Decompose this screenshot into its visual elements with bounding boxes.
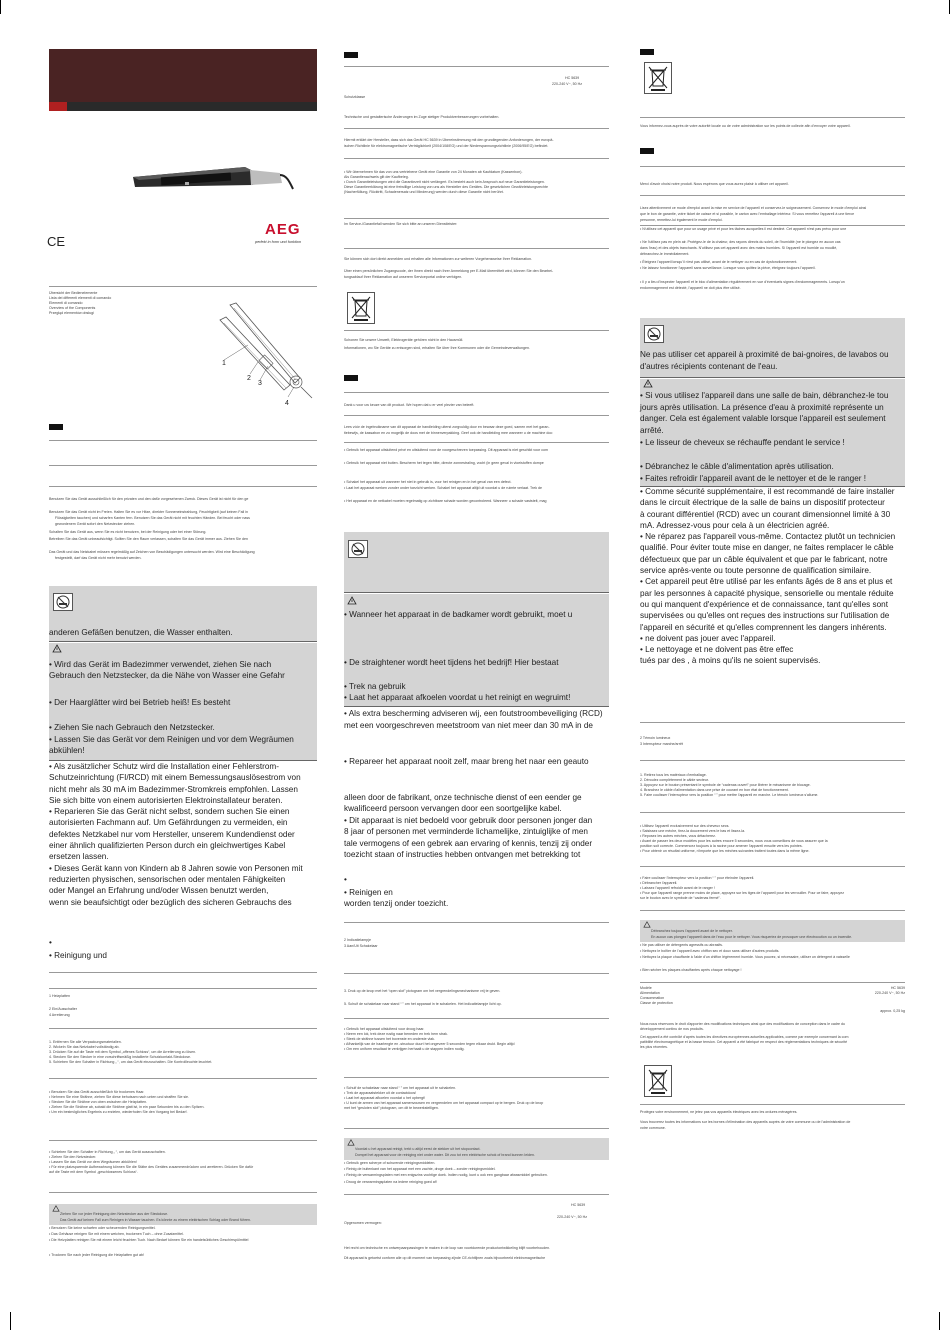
- banner-accent: [49, 102, 317, 111]
- intro-bullet: gewordenem Gerät sofort den Netzstecker ziehen.: [55, 522, 136, 526]
- spec-label: Modèle: [640, 986, 652, 990]
- env-line: Schonen Sie unsere Umwelt, Elektrogeräte gehören nicht in den Hausmüll.: [344, 338, 464, 342]
- fr-usage-item: • Saisissez une mèche, tirez-la doucement vers le bas et lissez-la.: [640, 829, 746, 833]
- nl-safety-line: • Dit apparaat is niet bedoeld voor gebruik door personen jonger dan: [344, 816, 593, 825]
- overview-line: Overview of the Components: [49, 306, 96, 310]
- nl-off-item: • Schuif de schakelaar naar stand “ ” om het apparaat uit te schakelen.: [344, 1086, 457, 1090]
- fr-end-line: patibilité électromagnétique et la basse tension. Cet appareil a été fabriqué en respect des réglementations techniques de sécurité: [640, 1040, 848, 1044]
- no-bath-icon: [644, 325, 664, 343]
- nl-part: 3 Aan/Uit Schakelaar: [344, 944, 378, 948]
- fr-safety-line: tués par des , à moins qu'ils ne soient supervisés.: [640, 656, 821, 666]
- warning-triangle-icon: [643, 379, 653, 388]
- spec-table: [640, 986, 905, 1014]
- fr-usage-item: position soit correcte. Commencez toujours à la racine pour amener l'appareil ensuite vers les pointes.: [640, 844, 803, 848]
- divider: [344, 330, 609, 331]
- fr-safety-line: l'appareil en sécurité et qu'elles comprennent les dangers inhérents.: [640, 622, 887, 632]
- fr-steps: [640, 773, 818, 798]
- warning-triangle-icon: [52, 644, 62, 653]
- intro-bullet: Benutzen Sie das Gerät nicht im Freien. Halten Sie es vor Hitze, direkter Sonneneinstrahlung, Feuchtigkeit (auf keinen Fall in: [49, 510, 248, 514]
- divider: [344, 392, 609, 393]
- fr-end-line: Nous nous réservons le droit d'apporter des modifications techniques ainsi que des modifications de conception dans le cadre du: [640, 1022, 846, 1026]
- divider: [344, 1194, 609, 1195]
- warning-triangle-icon: [347, 1139, 355, 1146]
- warning-line: • Ziehen Sie nach Gebrauch den Netzstecker.: [49, 723, 215, 732]
- divider: [344, 442, 609, 443]
- contact-line: Über einen persönlichen Zugangscode, der Ihnen direkt nach Ihrer Anmeldung per E-Mail übermittelt wird, können Sie den Bearbei-: [344, 269, 554, 273]
- fr-intro: personne, remettez-lui également le mode d'emploi.: [640, 218, 723, 222]
- off-step: • Schieben Sie den Schalter in Richtung „ “, um das Gerät auszuschalten.: [49, 1150, 166, 1154]
- divider: [344, 1128, 609, 1129]
- nl-thanks: Dank u voor uw keuze van dit product. We hopen dat u er veel plezier van beleeft.: [344, 403, 475, 407]
- fr-step: 3. Appuyez sur le bouton présentant le symbole de “cadenas ouvert” pour libérer le mécanisme de blocage.: [640, 783, 811, 787]
- fr-safety-line: supervisées ou qu'elles ont reçues des instructions sur l'utilisation de: [640, 611, 890, 621]
- nl-intro: tiebewijs, de kassabon en zo mogelijk de doos met de binnenverpakking. Geef ook de handleiding mee wanneer u de machine doo: [344, 431, 553, 435]
- changes-note: Technische und gestalterische Änderungen im Zuge stetiger Produktverbesserungen vorbehalten.: [344, 115, 500, 119]
- nl-warning-box: [344, 532, 609, 592]
- intro-bullet: Benutzen Sie das Gerät ausschließlich für den privaten und den dafür vorgesehenen Zweck. Dieses Gerät ist nicht für den ge: [49, 497, 249, 501]
- setup-steps: [49, 1040, 212, 1065]
- nl-usage-item: • Steek de strähne tussen het bovenste en onderste vlak.: [344, 1037, 435, 1041]
- intro-bullet: festgestellt, darf das Gerät nicht mehr benutzt werden.: [55, 556, 142, 560]
- fr-safety-line: par les personnes à capacité physique, sensorielle ou mentale réduite: [640, 588, 894, 598]
- cleaning-item: • Benutzen Sie keine scharfen oder scheuernden Reinigungsmittel.: [49, 1226, 156, 1230]
- warning-line: anderen Gefäßen benutzen, die Wasser enthalten.: [49, 628, 233, 637]
- fr-thanks: Merci d'avoir choisi notre produit. Nous espérons que vous aurez plaisir à utiliser cet appareil.: [640, 182, 789, 186]
- part-label: 2 Ein/Ausschalter: [49, 1007, 77, 1011]
- divider: [344, 415, 609, 416]
- callout-1: 1: [222, 360, 226, 367]
- divider: [49, 486, 317, 487]
- fr-bullet: • N'utilisez cet appareil que pour un usage privé et pour les tâches auxquelles il est destiné. Cet appareil n'est pas prévu pour une: [640, 227, 847, 231]
- nl-clean-warning: Voordat u het apparaat reinigt, trekt u altijd eerst de stekker uit het stopcontact.: [355, 1147, 481, 1151]
- divider: [49, 1192, 317, 1193]
- nl-usage: [344, 1027, 514, 1052]
- nl-clean-item: • Droog de verwarmingsplaten na iedere reiniging goed af!: [344, 1180, 437, 1184]
- nl-warning-line: • Wanneer het apparaat in de badkamer wordt gebruikt, moet u: [344, 610, 573, 619]
- fr-usage-item: • Avant de passer les deux modèles pour les autres encore 5 secondes, nous vous conseillons de vous assurer que la: [640, 839, 828, 843]
- nl-bullet: • Het apparaat en de netkabel moeten regelmatig op zichtbare schade worden gecontroleerd. Wanneer u schade vaststelt, mag: [344, 499, 547, 503]
- safety-line: wenn sie beaufsichtigt oder bezüglich des sicheren Gebrauchs des: [49, 897, 292, 907]
- safety-line: reduzierten physischen, sensorischen oder mentalen Fähigkeiten: [49, 874, 286, 884]
- divider: [640, 910, 905, 911]
- fr-safety-line: • Ne réparez pas l'appareil vous-même. Contactez plutôt un technicien: [640, 532, 896, 542]
- divider: [49, 1078, 317, 1079]
- safety-line: autorisierten Fachmann auf. Um Gefährdungen zu vermeiden, ein: [49, 818, 288, 828]
- fr-bullet: endommagement est détecté, l'appareil ne doit plus être utilisé.: [640, 286, 741, 290]
- no-bath-icon: [348, 540, 368, 558]
- fr-step: 2. Déroulez complètement le câble secteur.: [640, 778, 709, 782]
- divider: [49, 1028, 317, 1029]
- fr-safety: [640, 486, 895, 667]
- fr-step: 4. Branchez le câble d'alimentation dans une prise de courant en bon état de fonctionnement.: [640, 788, 789, 792]
- usage-list: [49, 1090, 205, 1115]
- model-number: HC 5639: [565, 76, 580, 80]
- nl-usage-item: • Om een uniform resultaat te verkrijgen herhaalt u de stappen indien nodig.: [344, 1047, 465, 1051]
- nl-power: Opgenomen vermogen:: [344, 1221, 382, 1225]
- callout-3: 3: [258, 380, 262, 387]
- fr-usage-item: • Reposez les autres mèches, vous détacherez.: [640, 834, 716, 838]
- banner-red-tab: [49, 102, 67, 111]
- nl-off-item: • U kunt de armen van het apparaat samenvouwen en vergrendelen om het apparaat compact op te bergen. Druk op de knop: [344, 1101, 544, 1105]
- nl-safety-line: •: [344, 875, 347, 884]
- nl-clean-warning: Dompel het apparaat voor de reiniging niet onder water. Dit zou tot een elektrische schok of brand kunnen leiden.: [355, 1153, 535, 1157]
- divider: [344, 922, 609, 923]
- divider: [640, 982, 905, 983]
- safety-text: [49, 761, 303, 908]
- fr-safety-line: • Comme sécurité supplémentaire, il est recommandé de faire installer: [640, 487, 895, 496]
- intro-bullet: Schalten Sie das Gerät aus, wenn Sie es nicht benutzen, bei der Reinigung oder bei einer Störung.: [49, 530, 207, 534]
- fr-bullet: • Ne laissez fonctionner l'appareil sans surveillance. Lorsque vous quittez la pièce, éteignez toujours l'appareil.: [640, 266, 816, 270]
- nl-usage-item: • Afhankelijk van de haarlengte en -structuur duurt het ongeveer 5 seconden tegen elkaar drukt. Begin altijd: [344, 1042, 515, 1046]
- step: 1. Entfernen Sie alle Verpackungsmaterialien.: [49, 1040, 122, 1044]
- fr-safety-line: qualifié. Pour éviter toute mise en danger, ne faites remplacer le câble: [640, 543, 894, 553]
- warning-triangle-icon: [347, 596, 357, 605]
- fr-part: 2 Témoin lumineux: [640, 736, 671, 740]
- weee-bin-icon: [644, 1065, 672, 1097]
- divider: [640, 166, 905, 167]
- nl-clean-item: • Reinig de buitenkant van het apparaat met een zachte, droge doek – zonder reinigingsmiddel.: [344, 1167, 496, 1171]
- spec-value: HC 5639: [890, 986, 905, 990]
- fr-bullet: • Éteignez l'appareil lorsqu'il n'est pas utilisé, avant de le nettoyer ou en cas de dysfonctionnement.: [640, 260, 798, 264]
- fr-bullet: débranchez-le immédiatement.: [640, 252, 690, 256]
- fr-end-line: les plus récentes.: [640, 1045, 668, 1049]
- product-image: [125, 155, 295, 200]
- fr-warning-line: • Le lisseur de cheveux se réchauffe pendant le service !: [640, 438, 845, 447]
- fr-intro: que le bon de garantie, votre ticket de caisse et si possible, le carton avec l'emballage intérieur. Si vous remettez l'appareil à une tierce: [640, 212, 855, 216]
- safety-line: oder Mangel an Erfahrung und/oder Wissen benutzt werden,: [49, 886, 269, 896]
- divider: [640, 225, 905, 226]
- warning-line: • Lassen Sie das Gerät vor dem Reinigen und vor dem Wegräumen: [49, 735, 294, 744]
- section-marker: [344, 52, 358, 58]
- nl-safety-line: • Repareer het apparaat nooit zelf, maar breng het naar een geauto: [344, 757, 589, 766]
- fr-safety-line: mA. Adressez-vous pour cela à un électricien agréé.: [640, 520, 830, 530]
- weee-bin-icon: [347, 292, 375, 324]
- contact-line: tungsablauf Ihrer Reklamation auf unserem Serviceportal online verfolgen.: [344, 275, 463, 279]
- fr-end-line: Cet appareil a été contrôlé d'après toutes les directives européennes actuelles applicables, comme par exemple concernant la com: [640, 1035, 849, 1039]
- fr-bullet: • Ne l'utilisez pas en plein air. Protégez-le de la chaleur, des rayons directs du soleil, de l'humidité (ne le plongez en aucun cas: [640, 240, 841, 244]
- callout-2: 2: [247, 375, 251, 382]
- section-marker: [49, 424, 63, 430]
- warranty-line: Als Garantienachweis gilt der Kaufbeleg.: [344, 175, 409, 179]
- fr-warning-line: arrêté.: [640, 426, 664, 435]
- off-step: • Lassen Sie das Gerät vor dem Wegräumen abkühlen!: [49, 1160, 137, 1164]
- nl-safety-line: toezicht staan of instructies hebben ontvangen met betrekking tot: [344, 850, 581, 859]
- divider: [640, 117, 905, 118]
- divider: [344, 158, 609, 159]
- crop-mark: [939, 1312, 940, 1330]
- fr-warning-line: danger. Cela est également valable lorsque l'appareil est seulement: [640, 414, 886, 423]
- nl-off-item: • Trek de apparaatstekker uit de contactdoos!: [344, 1091, 417, 1095]
- nl-bullet: • Gebruik het apparaat niet buiten. Bescherm het tegen hitte, directe zonnestraling, vocht (in geen geval in vloeistoffen dompe: [344, 461, 544, 465]
- warning-line: Gebrauch den Netzstecker, da die Nähe von Wasser eine Gefahr: [49, 671, 285, 680]
- fr-warning-line: • Faites refroidir l'appareil avant de le nettoyer et de le ranger !: [640, 474, 867, 483]
- nl-intro: Lees vóór de ingebruikname van dit apparaat de handleiding uiterst zorgvuldig door en bewaar deze goed, samen met het garan-: [344, 425, 550, 429]
- fr-usage-item: • Pour obtenir un résultat uniforme, n'importe que les mèches suivantes traitent toutes dans la même ligne.: [640, 849, 810, 853]
- warranty: [344, 170, 548, 195]
- fr-warning-line: jours après utilisation. La présence d'eau à proximité représente un: [640, 403, 884, 412]
- intro-bullet: Betreiben Sie das Gerät unbeaufsichtigt. Sollten Sie den Raum verlassen, schalten Sie das Gerät immer aus. Ziehen Sie den: [49, 537, 248, 541]
- section-marker: [344, 375, 358, 381]
- nl-safety-line: • Als extra bescherming adviseren wij, een foutstroombeveiliging (RCD): [344, 709, 603, 718]
- safety-line: Schutzeinrichtung (FI/RCD) mit einem Bemessungsauslösestrom von: [49, 773, 301, 783]
- safety-line: defektes Netzkabel nur vom Hersteller, unserem Kundendienst oder: [49, 829, 295, 839]
- warning-line: abkühlen!: [49, 746, 85, 755]
- nl-safety-line: • Reinigen en: [344, 888, 393, 897]
- fr-off-item: sur le bouton avec le symbole de “cadenas fermé”.: [640, 896, 721, 900]
- step: 5. Schieben Sie den Schalter in Richtung „ “, um das Gerät einzuschalten. Die Kontrollleuchte leuchtet.: [49, 1060, 213, 1064]
- safety-line: Sie sich bitte von einem autorisierten Elektroinstallateur beraten.: [49, 795, 283, 805]
- fr-off-item: • Pour que l'appareil range prenne moins de place, appuyez sur les tiges de l'appareil pour les verrouiller. Pour ce faire, appuyez: [640, 891, 844, 895]
- safety-line: • Reinigung und: [49, 951, 107, 960]
- nl-voltage: 220-240 V~, 50 Hz: [557, 1215, 588, 1219]
- usage-item: • Stecken Sie die Strähne von oben zwischen die Heizplatten.: [49, 1100, 148, 1104]
- safety-line: • Als zusätzlicher Schutz wird die Installation einer Fehlerstrom-: [49, 762, 279, 771]
- fr-clean-item: • Nettoyez la plaque chauffante à l'aide d'un chiffon légèrement humide. Vous pouvez, si nécessaire, utiliser un détergent à vaisselle: [640, 955, 850, 959]
- fr-clean-warning: Débranchez toujours l'appareil avant de le nettoyer.: [651, 929, 733, 933]
- fr-end-line: développement continu de nos produits.: [640, 1027, 704, 1031]
- spec-value: approx. 0,25 kg: [880, 1009, 905, 1013]
- usage-item: • Nehmen Sie eine Strähne, ziehen Sie diese behutsam nach unten und straffen Sie sie.: [49, 1095, 190, 1099]
- safety-line: einer ähnlich qualifizierten Person durch ein gleichwertiges Kabel: [49, 841, 286, 851]
- divider: [640, 377, 905, 378]
- fr-usage: [640, 824, 828, 854]
- overview-line: Lista dei differenti elementi di comando: [49, 296, 112, 300]
- nl-clean-item: • Reinig de verwarmingsplaten met een enigszins vochtige doek. Indien nodig, kunt u ook een gangbaar afwasmiddel gebruiken.: [344, 1173, 548, 1177]
- warranty-line: (Nacherfüllung, Rücktritt, Schadenersatz und Minderung) werden durch diese Garantie nicht berührt.: [344, 190, 504, 194]
- overview-list: [49, 291, 111, 316]
- nl-step: 5. Schuif de schakelaar naar stand “ ” om het apparaat in te schakelen. Het indicatielampje licht op.: [344, 1002, 502, 1006]
- spec-label: Classe de protection: [640, 1001, 673, 1005]
- nl-safety-line: kwalificeerd persoon vervangen door een soortgelijke kabel.: [344, 804, 562, 813]
- ce-mark: CE: [47, 234, 66, 249]
- nl-off-item: • Laat het apparaat afkoelen voordat u het opbergt!: [344, 1096, 426, 1100]
- fr-warning-line: d'autres récipients contenant de l'eau.: [640, 362, 778, 371]
- fr-step: 1. Retirez tous les matériaux d'emballage.: [640, 773, 707, 777]
- nl-clean-item: • Gebruik geen scherpe of schurende reinigingsmiddelen.: [344, 1161, 436, 1165]
- aeg-logo: AEG: [265, 221, 301, 238]
- fr-off-item: • Débrancher l'appareil.: [640, 881, 678, 885]
- divider: [49, 988, 317, 989]
- brand-tagline: perfekt in form und funktion: [255, 240, 302, 244]
- divider: [640, 760, 905, 761]
- fr-safety-line: service après-vente ou toute personne de qualification similaire.: [640, 566, 872, 576]
- divider: [49, 286, 317, 287]
- fr-clean-item: • Nettoyez le boîtier de l'appareil avec chiffon sec et doux sans utiliser d'autres produits.: [640, 949, 780, 953]
- cleaning-item: • Die Heizplatten reinigen Sie mit einem leicht feuchten Tuch. Nach Bedarf können Sie ein handelsübliches Geschirrspülmittel: [49, 1238, 249, 1242]
- crop-mark: [10, 1312, 11, 1330]
- divider: [640, 195, 905, 196]
- warranty-line: • Durch Garantieleistungen wird die Garantiezeit nicht verlängert. Es besteht auch kein Anspruch auf neue Garantieleistungen.: [344, 180, 545, 184]
- nl-warning-line: • De straightener wordt heet tijdens het bedrijf! Hier bestaat: [344, 658, 559, 667]
- fr-warning-line: Ne pas utiliser cet appareil à proximité de bai-gnoires, de lavabos ou: [640, 350, 889, 359]
- warning-line: • Der Haarglätter wird bei Betrieb heiß! Es besteht: [49, 698, 231, 707]
- nl-safety-line: alleen door de fabrikant, onze technische dienst of een eender ge: [344, 793, 582, 802]
- weee-text: Vous informez-vous auprès de votre autorité locale ou de votre administration sur les points de collecte afin d'envoyer votre appareil.: [640, 124, 851, 128]
- divider: [344, 248, 609, 249]
- fr-bullet: dans l'eau) et des objets tranchants. N'utilisez pas cet appareil avec des mains humides. Si l'appareil est humide ou mouillé,: [640, 246, 838, 250]
- nl-bullet: • Schakel het apparaat uit wanneer het niet in gebruik is, voor het reinigen en in het geval van een defect.: [344, 480, 512, 484]
- nl-off-item: met het “gesloten slot” pictogram, om dit te bewerkstelligen.: [344, 1106, 439, 1110]
- nl-usage-item: • Gebruik het apparaat uitsluitend voor droog haar.: [344, 1027, 425, 1031]
- fr-warning-line: • Si vous utilisez l'appareil dans une salle de bain, débranchez-le tou: [640, 391, 889, 400]
- conformity: ischen Richtlinie für elektromagnetische Verträglichkeit (2004/108/EG) und der Niederspannungsrichtlinie (2006/95/EG) befindet.: [344, 144, 549, 148]
- usage-item: • Ziehen Sie die Strähne ab, sobald die Strähne glatt ist, in ein paar Sekunden bis zu den Spitzen.: [49, 1105, 205, 1109]
- voltage: 220-240 V~, 50 Hz: [552, 82, 583, 86]
- divider: [344, 1018, 609, 1019]
- overview-line: Übersicht der Bedienelemente: [49, 291, 98, 295]
- fr-safety-line: dans le circuit électrique de la salle de bains un dispositif protecteur: [640, 498, 885, 508]
- divider: [49, 1140, 317, 1141]
- cleaning-item: • Trocknen Sie nach jeder Reinigung die Heizplatten gut ab!: [49, 1253, 144, 1257]
- part-label: 4 Arretierung: [49, 1013, 70, 1017]
- nl-bullet: • Gebruik het apparaat uitsluitend privé en uitsluitend voor de voorgeschreven toepassing. Dit apparaat is niet geschikt voor com: [344, 448, 549, 452]
- fr-env: votre commune.: [640, 1126, 666, 1130]
- off-step: • Für eine platzsparende Aufbewahrung können Sie die Stäbe des Gerätes zusammendrücken und arretieren. Drücken Sie dafür: [49, 1165, 254, 1169]
- divider: [640, 866, 905, 867]
- warning-line: • Wird das Gerät im Badezimmer verwendet, ziehen Sie nach: [49, 660, 272, 669]
- warranty-line: Diese Garantieerklärung ist eine freiwillige Leistung von uns als Hersteller des Gerätes. Die gesetzlichen Gewährleistungsrechte: [344, 185, 548, 189]
- fr-bullet: • Il y a lieu d'inspecter l'appareil et le bloc d'alimentation régulièrement en vue d'éventuels signes d'endommagements. Lorsqu'un: [640, 280, 845, 284]
- no-bath-icon: [53, 593, 73, 611]
- step: 2. Wickeln Sie das Netzkabel vollständig ab.: [49, 1045, 120, 1049]
- fr-part: 3 Interrupteur marche/arrêt: [640, 742, 683, 746]
- column-german: [0, 0, 317, 1330]
- fr-warning-line: • Débranchez le câble d'alimentation après utilisation.: [640, 462, 834, 471]
- fr-safety-line: ou qui manquent d'expérience et de connaissance, tant qu'elles sont: [640, 599, 889, 609]
- nl-warning-line: • Trek na gebruik: [344, 682, 406, 691]
- cleaning-item: • Das Gehäuse reinigen Sie mit einem weichen, trockenen Tuch – ohne Zusatzmittel.: [49, 1232, 184, 1236]
- fr-safety-line: à courant différentiel (RCD) avec un courant dimensionnel limité à 30: [640, 509, 891, 519]
- callout-4: 4: [285, 400, 289, 407]
- fr-safety-line: défectueux que par un câble équivalent et que par le fabricant, notre: [640, 554, 888, 564]
- nl-safety-line: tale vermogens of een gebrek aan ervaring of kennis, tenzij zij onder: [344, 839, 593, 848]
- fr-step: 5. Faire coulisser l'interrupteur vers la position “ ” pour mettre l'appareil en marche. Le témoin lumineux s'allume.: [640, 793, 819, 797]
- section-marker: [640, 49, 654, 55]
- divider: [344, 128, 609, 129]
- nl-warning-line: • Laat het apparaat afkoelen voordat u het reinigt en wegruimt!: [344, 693, 571, 702]
- fr-usage-item: • Utilisez l'appareil exclusivement sur des cheveux secs.: [640, 824, 730, 828]
- fr-off-item: • Faire coulisser l'interrupteur vers la position “ ” pour éteindre l'appareil.: [640, 876, 755, 880]
- spec-value: 220-240 V~, 50 Hz: [874, 991, 905, 995]
- divider: [344, 218, 609, 219]
- divider: [344, 973, 609, 974]
- divider: [640, 722, 905, 723]
- env-line: Informationen, wo Sie Geräte zu entsorgen sind, erhalten Sie über Ihre Kommunen oder die Gemeindeverwaltungen.: [344, 346, 530, 350]
- safety-line: • Reparieren Sie das Gerät nicht selbst, sondern suchen Sie einen: [49, 807, 290, 817]
- warning-triangle-icon: [52, 1205, 60, 1212]
- fr-end: [640, 1022, 848, 1050]
- step: 4. Stecken Sie den Stecker in eine vorschriftsmäßig installierte Schutzkontakt-Steckdose.: [49, 1055, 192, 1059]
- weee-bin-icon: [644, 62, 672, 94]
- divider: [344, 706, 609, 707]
- intro-bullet: Das Gerät und das Netzkabel müssen regelmäßig auf Zeichen von Beschädigungen untersucht werden. Wird eine Beschädigung: [49, 550, 255, 554]
- safety-line: nicht mehr als 30 mA im Badezimmer-Stromkreis empfohlen. Lassen: [49, 784, 298, 794]
- nl-safety-line: 8 jaar of personen met verminderde lichamelijke, zintuiglijke of men: [344, 827, 588, 836]
- safety-line: ersetzen lassen.: [49, 852, 109, 862]
- conformity: Hiermit erklärt der Hersteller, dass sich das Gerät HC 5639 in Übereinstimmung mit den grundlegenden Anforderungen, der europä-: [344, 138, 554, 142]
- overview-line: Przegląd elementów obsługi: [49, 311, 94, 315]
- divider: [344, 66, 609, 67]
- divider: [49, 465, 317, 466]
- divider: [344, 1077, 609, 1078]
- warning-triangle-icon: [643, 921, 651, 928]
- nl-end: Het recht om technische en ontwerpaanpassingen te maken in de loop van voortdurende productontwikkeling blijft voorbehouden.: [344, 1246, 551, 1250]
- usage-item: • Um ein bestmögliches Ergebnis zu erzielen, wiederholen Sie den Vorgang bei Bedarf.: [49, 1110, 188, 1114]
- column-french: [634, 0, 950, 1330]
- cleaning-warning: Das Gerät auf keinen Fall zum Reinigen in Wasser tauchen. Es könnte zu einem elektrischen Schlag oder Brand führen.: [60, 1218, 252, 1222]
- section-marker: [640, 148, 654, 154]
- safety-line: •: [49, 938, 52, 947]
- off-steps: [49, 1150, 253, 1175]
- fr-clean-item: • Bien sécher les plaques chauffantes après chaque nettoyage !: [640, 968, 742, 972]
- column-german-dutch: [317, 0, 634, 1330]
- fr-clean-warning: En aucun cas plongez l'appareil dans de l'eau pour le nettoyer. Vous risqueriez de provoquer une électrocution ou un incendie.: [651, 935, 853, 939]
- service-note: Im Service-/Garantiefall wenden Sie sich bitte an unseren Dienstleister:: [344, 222, 458, 226]
- fr-env: Vous trouverez toutes les informations sur les bornes d'élimination des appareils auprès de votre commune ou de l'administration de: [640, 1120, 851, 1124]
- divider: [640, 1104, 905, 1105]
- fr-safety-line: • Cet appareil peut être utilisé par les enfants âgés de 8 ans et plus et: [640, 577, 893, 587]
- step: 3. Drücken Sie auf die Taste mit dem Symbol „offenes Schloss“, um die Arretierung zu lösen.: [49, 1050, 197, 1054]
- nl-end: Dit apparaat is getoetst conform alle op dit moment van toepassing zijnde CE-richtlijnen zoals bijvoorbeeld elektromagnetische: [344, 1256, 546, 1260]
- overview-line: Elementi di comando: [49, 301, 83, 305]
- divider: [49, 641, 317, 642]
- spec-label: Alimentation: [640, 991, 660, 995]
- intro-bullet: Flüssigkeiten tauchen) und scharfen Kanten fern. Benutzen Sie das Gerät nicht mit feuchten Händen. Bei feucht oder nass: [55, 516, 250, 520]
- nl-bullet: • Laat het apparaat werken zonder onder toezicht werken. Schakel het apparaat altijd uit voordat u de ruimte verlaat. Trek de: [344, 486, 543, 490]
- safety-line: • Dieses Gerät kann von Kindern ab 8 Jahren sowie von Personen mit: [49, 863, 303, 873]
- nl-part: 2 Indicatielampje: [344, 938, 371, 942]
- nl-safety-line: worden tenzij onder toezicht.: [344, 899, 449, 908]
- header-banner: [49, 49, 317, 102]
- divider: [640, 812, 905, 813]
- off-step: auf die Taste mit dem Symbol „geschlossenes Schloss“.: [49, 1170, 138, 1174]
- fr-off-item: • Laissez l'appareil refroidir avant de le ranger !: [640, 886, 715, 890]
- schutzklasse: Schutzklasse: [344, 95, 366, 99]
- cleaning-warning: Ziehen Sie vor jeder Reinigung den Netzstecker aus der Steckdose.: [60, 1212, 169, 1216]
- off-step: • Ziehen Sie den Netzstecker.: [49, 1155, 97, 1159]
- nl-safety-line: met een voorgeschreven meetstroom van niet meer dan 30 mA in de: [344, 721, 593, 730]
- fr-intro: Lisez attentivement ce mode d'emploi avant la mise en service de l'appareil et conservez-le soigneusement. Conservez le mode d'emploi ainsi: [640, 206, 867, 210]
- part-label: 1 Heizplatten: [49, 994, 70, 998]
- nl-usage-item: • Neem een lok, trek deze rustig naar beneden en trek hem strak.: [344, 1032, 448, 1036]
- divider: [49, 972, 317, 973]
- nl-step: 3. Druk op de knop met het “open slot” pictogram om het vergrendelingsmechanisme vrij te geven.: [344, 989, 501, 993]
- usage-item: • Benutzen Sie das Gerät ausschließlich für trockenes Haar.: [49, 1090, 145, 1094]
- fr-clean-item: • Ne pas utiliser de détergents agressifs ou abrasifs.: [640, 943, 723, 947]
- fr-off: [640, 876, 844, 901]
- nl-off: [344, 1086, 543, 1111]
- contact-line: Sie können sich dort direkt anmelden und erhalten alle Informationen zur weiteren Vorgehensweise Ihrer Reklamation.: [344, 257, 532, 261]
- fr-safety-line: • ne doivent pas jouer avec l'appareil.: [640, 633, 776, 643]
- components-diagram: [200, 300, 317, 415]
- divider: [344, 592, 609, 593]
- spec-label: Consommation: [640, 996, 665, 1000]
- fr-safety-line: • Le nettoyage et ne doivent pas être effec: [640, 645, 794, 655]
- warranty-line: • Wir übernehmen für das von uns vertriebene Gerät eine Garantie von 24 Monaten ab Kaufdatum (Kassenbon).: [344, 170, 523, 174]
- divider: [49, 440, 317, 441]
- nl-model: HC 5639: [571, 1203, 586, 1207]
- crop-mark: [0, 0, 1, 14]
- fr-env: Protégez votre environnement, ne jetez pas vos appareils électriques avec les ordures ménagères.: [640, 1110, 798, 1114]
